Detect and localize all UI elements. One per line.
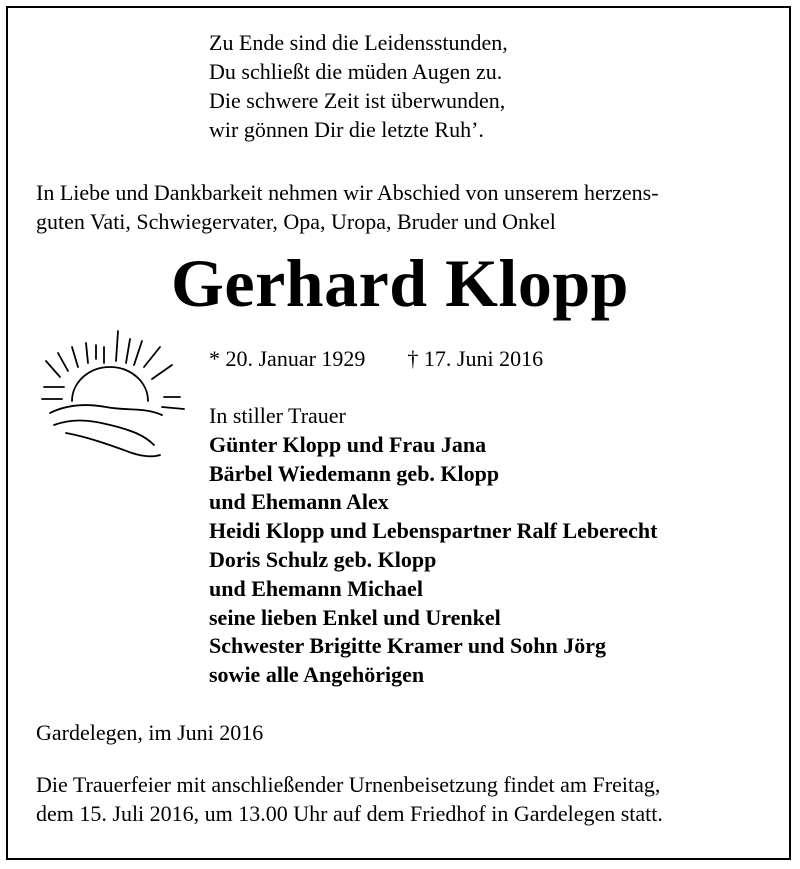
- mourner-name: und Ehemann Michael: [209, 575, 423, 601]
- intro-text: [36, 178, 776, 236]
- mourner-name: Bärbel Wiedemann geb. Klopp: [209, 460, 500, 486]
- death-date: † 17. Juni 2016: [407, 346, 544, 371]
- notice-line: Die Trauerfeier mit anschließender Urnenbeisetzung findet am Freitag,: [36, 772, 661, 797]
- mourners-lead: In stiller Trauer: [209, 403, 346, 428]
- sunrise-icon: [36, 325, 186, 465]
- mourner-name: sowie alle Angehörigen: [209, 662, 425, 688]
- mourner-name: seine lieben Enkel und Urenkel: [209, 604, 501, 630]
- place-date: Gardelegen, im Juni 2016: [36, 720, 264, 745]
- life-dates: [209, 344, 543, 373]
- mourner-name: Günter Klopp und Frau Jana: [209, 431, 487, 457]
- poem-line: Du schließt die müden Augen zu.: [209, 59, 503, 84]
- poem: [209, 28, 508, 144]
- mourner-name: Schwester Brigitte Kramer und Sohn Jörg: [209, 633, 606, 659]
- intro-line: guten Vati, Schwiegervater, Opa, Uropa, Bruder und Onkel: [36, 209, 556, 234]
- intro-line: In Liebe und Dankbarkeit nehmen wir Abschied von unserem herzens-: [36, 180, 659, 205]
- deceased-name: Gerhard Klopp: [171, 245, 629, 321]
- poem-line: Die schwere Zeit ist überwunden,: [209, 88, 506, 113]
- mourner-name: und Ehemann Alex: [209, 489, 389, 515]
- notice-line: dem 15. Juli 2016, um 13.00 Uhr auf dem Friedhof in Gardelegen statt.: [36, 801, 663, 826]
- birth-date: * 20. Januar 1929: [209, 346, 366, 371]
- mourners-list: [209, 402, 657, 690]
- funeral-notice: [36, 770, 776, 828]
- mourner-name: Heidi Klopp und Lebenspartner Ralf Leberecht: [209, 518, 658, 544]
- poem-line: wir gönnen Dir die letzte Ruh’.: [209, 117, 484, 142]
- poem-line: Zu Ende sind die Leidensstunden,: [209, 30, 508, 55]
- mourner-name: Doris Schulz geb. Klopp: [209, 546, 437, 572]
